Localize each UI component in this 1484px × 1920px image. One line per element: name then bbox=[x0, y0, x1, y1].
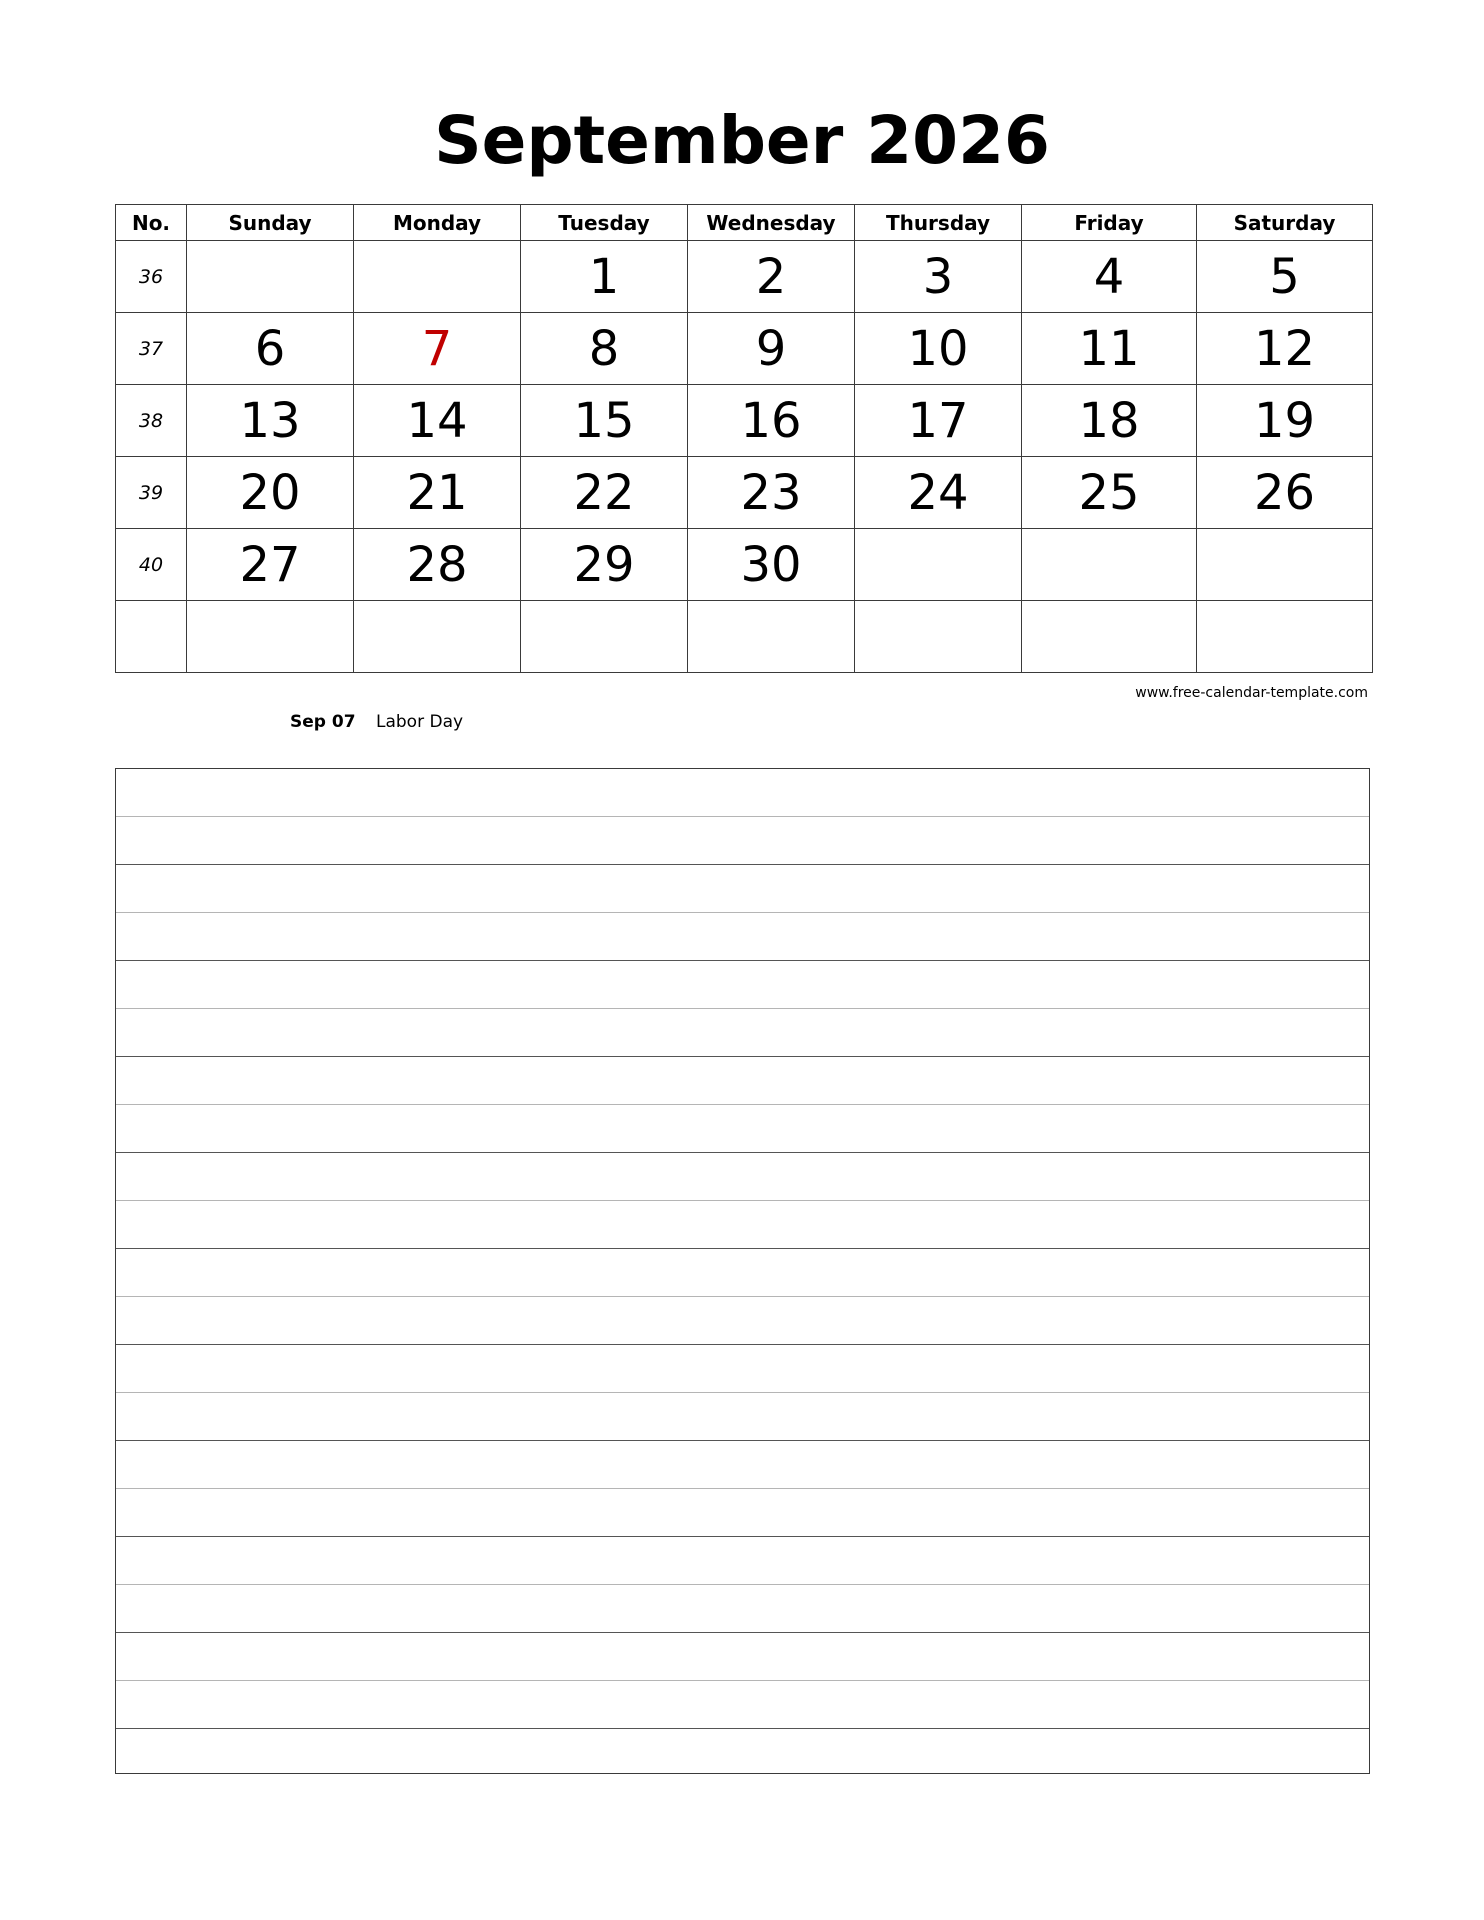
day-cell: 6 bbox=[187, 313, 354, 385]
day-cell: 15 bbox=[521, 385, 688, 457]
day-cell: 19 bbox=[1197, 385, 1373, 457]
day-cell: 13 bbox=[187, 385, 354, 457]
event-name: Labor Day bbox=[376, 712, 464, 732]
week-number: 37 bbox=[116, 313, 187, 385]
day-cell bbox=[354, 601, 521, 673]
week-number: 36 bbox=[116, 241, 187, 313]
holiday-event bbox=[290, 712, 464, 732]
day-cell bbox=[1197, 529, 1373, 601]
day-cell: 26 bbox=[1197, 457, 1373, 529]
weekday-header-tuesday: Tuesday bbox=[521, 205, 688, 241]
note-line bbox=[116, 1344, 1369, 1345]
note-line bbox=[116, 1296, 1369, 1297]
day-cell: 10 bbox=[855, 313, 1022, 385]
day-cell: 4 bbox=[1022, 241, 1197, 313]
day-cell: 14 bbox=[354, 385, 521, 457]
day-cell: 5 bbox=[1197, 241, 1373, 313]
weekday-header-monday: Monday bbox=[354, 205, 521, 241]
day-cell: 22 bbox=[521, 457, 688, 529]
calendar-grid bbox=[115, 204, 1373, 673]
note-line bbox=[116, 1392, 1369, 1393]
note-line bbox=[116, 1056, 1369, 1057]
note-line bbox=[116, 1104, 1369, 1105]
note-line bbox=[116, 1152, 1369, 1153]
week-number: 38 bbox=[116, 385, 187, 457]
day-cell-holiday: 7 bbox=[354, 313, 521, 385]
weekday-header-saturday: Saturday bbox=[1197, 205, 1373, 241]
note-line bbox=[116, 1008, 1369, 1009]
week-row bbox=[116, 313, 1373, 385]
day-cell: 1 bbox=[521, 241, 688, 313]
note-line bbox=[116, 1440, 1369, 1441]
day-cell: 3 bbox=[855, 241, 1022, 313]
note-line bbox=[116, 1728, 1369, 1729]
weekday-header-friday: Friday bbox=[1022, 205, 1197, 241]
week-row bbox=[116, 385, 1373, 457]
day-cell: 2 bbox=[688, 241, 855, 313]
note-line bbox=[116, 864, 1369, 865]
week-number-header: No. bbox=[116, 205, 187, 241]
day-cell: 18 bbox=[1022, 385, 1197, 457]
note-line bbox=[116, 816, 1369, 817]
weekday-header-sunday: Sunday bbox=[187, 205, 354, 241]
weekday-header-row bbox=[116, 205, 1373, 241]
week-number bbox=[116, 601, 187, 673]
day-cell: 29 bbox=[521, 529, 688, 601]
note-line bbox=[116, 1584, 1369, 1585]
day-cell: 28 bbox=[354, 529, 521, 601]
website-credit: www.free-calendar-template.com bbox=[1135, 685, 1368, 701]
day-cell bbox=[354, 241, 521, 313]
weekday-header-wednesday: Wednesday bbox=[688, 205, 855, 241]
day-cell bbox=[855, 529, 1022, 601]
day-cell bbox=[688, 601, 855, 673]
day-cell bbox=[1022, 601, 1197, 673]
day-cell bbox=[1022, 529, 1197, 601]
week-row bbox=[116, 241, 1373, 313]
week-row bbox=[116, 457, 1373, 529]
week-row bbox=[116, 601, 1373, 673]
day-cell bbox=[1197, 601, 1373, 673]
day-cell: 24 bbox=[855, 457, 1022, 529]
note-line bbox=[116, 1248, 1369, 1249]
day-cell: 9 bbox=[688, 313, 855, 385]
note-line bbox=[116, 960, 1369, 961]
week-number: 40 bbox=[116, 529, 187, 601]
note-line bbox=[116, 1632, 1369, 1633]
event-date: Sep 07 bbox=[290, 712, 356, 732]
week-row bbox=[116, 529, 1373, 601]
day-cell bbox=[521, 601, 688, 673]
day-cell: 27 bbox=[187, 529, 354, 601]
day-cell: 30 bbox=[688, 529, 855, 601]
note-line bbox=[116, 1200, 1369, 1201]
page-title: September 2026 bbox=[434, 102, 1050, 179]
day-cell: 16 bbox=[688, 385, 855, 457]
day-cell: 23 bbox=[688, 457, 855, 529]
note-line bbox=[116, 1536, 1369, 1537]
notes-area[interactable] bbox=[115, 768, 1370, 1774]
day-cell: 25 bbox=[1022, 457, 1197, 529]
day-cell: 11 bbox=[1022, 313, 1197, 385]
day-cell: 12 bbox=[1197, 313, 1373, 385]
day-cell: 20 bbox=[187, 457, 354, 529]
day-cell: 8 bbox=[521, 313, 688, 385]
day-cell: 17 bbox=[855, 385, 1022, 457]
weekday-header-thursday: Thursday bbox=[855, 205, 1022, 241]
day-cell bbox=[855, 601, 1022, 673]
note-line bbox=[116, 1680, 1369, 1681]
day-cell bbox=[187, 601, 354, 673]
note-line bbox=[116, 912, 1369, 913]
note-line bbox=[116, 1488, 1369, 1489]
week-number: 39 bbox=[116, 457, 187, 529]
day-cell bbox=[187, 241, 354, 313]
day-cell: 21 bbox=[354, 457, 521, 529]
